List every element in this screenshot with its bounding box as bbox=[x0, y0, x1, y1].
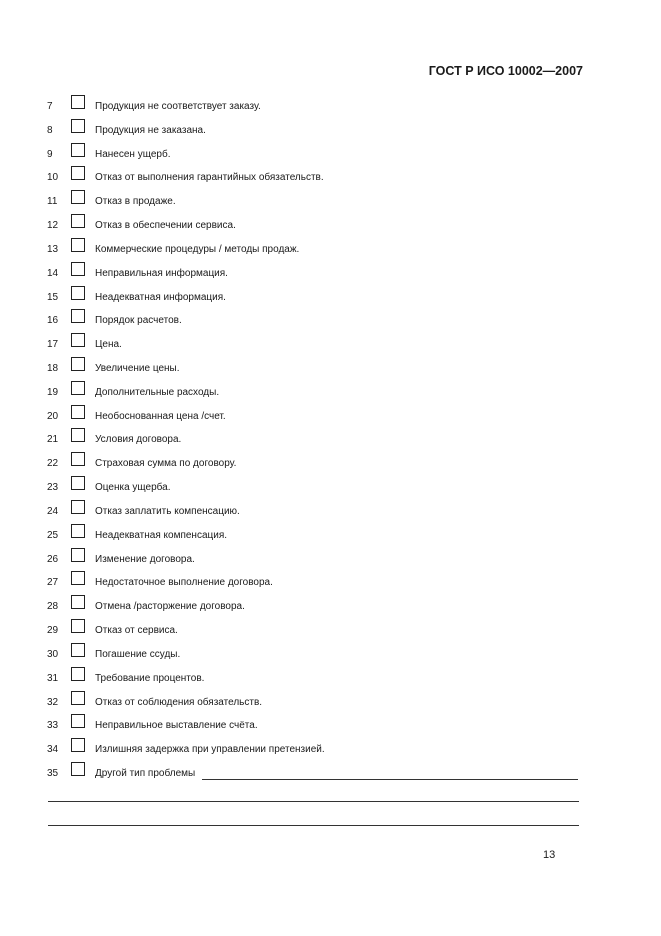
item-number: 7 bbox=[47, 101, 53, 112]
checklist-item bbox=[0, 432, 661, 448]
item-label: Дополнительные расходы. bbox=[95, 386, 220, 398]
item-number: 16 bbox=[47, 315, 59, 327]
checklist-item bbox=[0, 695, 661, 711]
checklist-item bbox=[0, 409, 661, 425]
item-number: 11 bbox=[47, 196, 58, 208]
checkbox[interactable] bbox=[71, 476, 85, 490]
item-label: Отказ заплатить компенсацию. bbox=[95, 505, 240, 517]
checkbox[interactable] bbox=[71, 595, 85, 609]
blank-fill-line[interactable] bbox=[48, 801, 579, 802]
item-label: Продукция не соответствует заказу. bbox=[95, 101, 261, 112]
item-label: Отмена /расторжение договора. bbox=[95, 601, 245, 613]
item-number: 25 bbox=[47, 529, 59, 541]
item-label: Оценка ущерба. bbox=[95, 482, 171, 494]
document-header: ГОСТ Р ИСО 10002—2007 bbox=[428, 64, 583, 78]
item-number: 35 bbox=[47, 767, 59, 779]
item-label: Неадекватная информация. bbox=[95, 291, 226, 303]
item-label: Изменение договора. bbox=[95, 553, 195, 565]
checkbox[interactable] bbox=[71, 667, 85, 681]
checkbox[interactable] bbox=[71, 262, 85, 276]
item-number: 26 bbox=[47, 553, 59, 565]
checkbox[interactable] bbox=[71, 405, 85, 419]
checkbox[interactable] bbox=[71, 691, 85, 705]
page-number: 13 bbox=[543, 849, 556, 861]
checklist-item bbox=[0, 242, 661, 258]
checklist-item bbox=[0, 99, 661, 115]
checklist-item bbox=[0, 671, 661, 687]
item-label: Неправильная информация. bbox=[95, 267, 228, 279]
item-number: 29 bbox=[47, 625, 59, 637]
item-label: Требование процентов. bbox=[95, 672, 205, 684]
item-number: 30 bbox=[47, 648, 59, 660]
checkbox[interactable] bbox=[71, 714, 85, 728]
checkbox[interactable] bbox=[71, 619, 85, 633]
item-number: 22 bbox=[47, 458, 59, 470]
item-label: Страховая сумма по договору. bbox=[95, 458, 237, 470]
checkbox[interactable] bbox=[71, 357, 85, 371]
item-number: 32 bbox=[47, 696, 59, 708]
item-number: 21 bbox=[47, 434, 59, 446]
checklist-item bbox=[0, 647, 661, 663]
checkbox[interactable] bbox=[71, 548, 85, 562]
checklist-item bbox=[0, 575, 661, 591]
checkbox[interactable] bbox=[71, 143, 85, 157]
checklist-item bbox=[0, 170, 661, 186]
item-label: Продукция не заказана. bbox=[95, 124, 206, 136]
checkbox[interactable] bbox=[71, 238, 85, 252]
checklist-item bbox=[0, 528, 661, 544]
checklist-item bbox=[0, 742, 661, 758]
checkbox[interactable] bbox=[71, 190, 85, 204]
checklist-item bbox=[0, 313, 661, 329]
item-label: Неадекватная компенсация. bbox=[95, 529, 228, 541]
checkbox[interactable] bbox=[71, 524, 85, 538]
item-number: 15 bbox=[47, 291, 59, 303]
item-label: Увеличение цены. bbox=[95, 363, 180, 375]
checkbox[interactable] bbox=[71, 428, 85, 442]
checklist-item bbox=[0, 599, 661, 615]
item-number: 34 bbox=[47, 744, 59, 756]
item-label: Отказ в обеспечении сервиса. bbox=[95, 220, 236, 232]
checklist-item bbox=[0, 623, 661, 639]
item-label: Другой тип проблемы bbox=[95, 767, 196, 779]
item-number: 19 bbox=[47, 386, 59, 398]
item-number: 18 bbox=[47, 363, 59, 375]
item-number: 12 bbox=[47, 220, 59, 232]
checkbox[interactable] bbox=[71, 95, 85, 109]
checkbox[interactable] bbox=[71, 119, 85, 133]
checkbox[interactable] bbox=[71, 452, 85, 466]
checkbox[interactable] bbox=[71, 643, 85, 657]
checklist-item bbox=[0, 456, 661, 472]
item-label: Неправильное выставление счёта. bbox=[95, 720, 258, 732]
checkbox[interactable] bbox=[71, 762, 85, 776]
item-number: 20 bbox=[47, 410, 59, 422]
blank-fill-line[interactable] bbox=[48, 825, 579, 826]
checkbox[interactable] bbox=[71, 500, 85, 514]
checklist-item bbox=[0, 718, 661, 734]
item-number: 9 bbox=[47, 148, 53, 160]
checkbox[interactable] bbox=[71, 333, 85, 347]
item-number: 31 bbox=[47, 672, 59, 684]
item-label: Отказ от соблюдения обязательств. bbox=[95, 696, 263, 708]
checklist-item bbox=[0, 766, 661, 782]
item-number: 10 bbox=[47, 172, 59, 184]
item-number: 23 bbox=[47, 482, 59, 494]
other-problem-input-line[interactable] bbox=[202, 779, 578, 780]
item-label: Недостаточное выполнение договора. bbox=[95, 577, 273, 589]
item-number: 14 bbox=[47, 267, 59, 279]
checkbox[interactable] bbox=[71, 381, 85, 395]
item-label: Необоснованная цена /счет. bbox=[95, 410, 226, 422]
item-label: Отказ от выполнения гарантийных обязательств. bbox=[95, 172, 324, 184]
item-label: Цена. bbox=[95, 339, 122, 351]
item-label: Излишняя задержка при управлении претензией. bbox=[95, 744, 325, 756]
checkbox[interactable] bbox=[71, 286, 85, 300]
item-number: 17 bbox=[47, 339, 59, 351]
checklist-item bbox=[0, 361, 661, 377]
item-label: Погашение ссуды. bbox=[95, 648, 181, 660]
checklist-item bbox=[0, 218, 661, 234]
checkbox[interactable] bbox=[71, 214, 85, 228]
item-label: Порядок расчетов. bbox=[95, 315, 182, 327]
checklist-item bbox=[0, 480, 661, 496]
checklist-item bbox=[0, 194, 661, 210]
checkbox[interactable] bbox=[71, 309, 85, 323]
checklist-item bbox=[0, 290, 661, 306]
item-label: Отказ от сервиса. bbox=[95, 625, 178, 637]
item-label: Коммерческие процедуры / методы продаж. bbox=[95, 243, 300, 255]
checklist-item bbox=[0, 266, 661, 282]
item-label: Нанесен ущерб. bbox=[95, 148, 171, 160]
checklist-item bbox=[0, 552, 661, 568]
item-label: Отказ в продаже. bbox=[95, 196, 176, 208]
checklist-item bbox=[0, 337, 661, 353]
checkbox[interactable] bbox=[71, 571, 85, 585]
checkbox[interactable] bbox=[71, 738, 85, 752]
item-number: 13 bbox=[47, 243, 59, 255]
item-label: Условия договора. bbox=[95, 434, 182, 446]
item-number: 8 bbox=[47, 124, 53, 136]
checklist-item bbox=[0, 123, 661, 139]
item-number: 33 bbox=[47, 720, 59, 732]
checklist-item bbox=[0, 385, 661, 401]
checklist-item bbox=[0, 147, 661, 163]
item-number: 24 bbox=[47, 505, 59, 517]
item-number: 28 bbox=[47, 601, 59, 613]
checklist-item bbox=[0, 504, 661, 520]
item-number: 27 bbox=[47, 577, 59, 589]
checkbox[interactable] bbox=[71, 166, 85, 180]
